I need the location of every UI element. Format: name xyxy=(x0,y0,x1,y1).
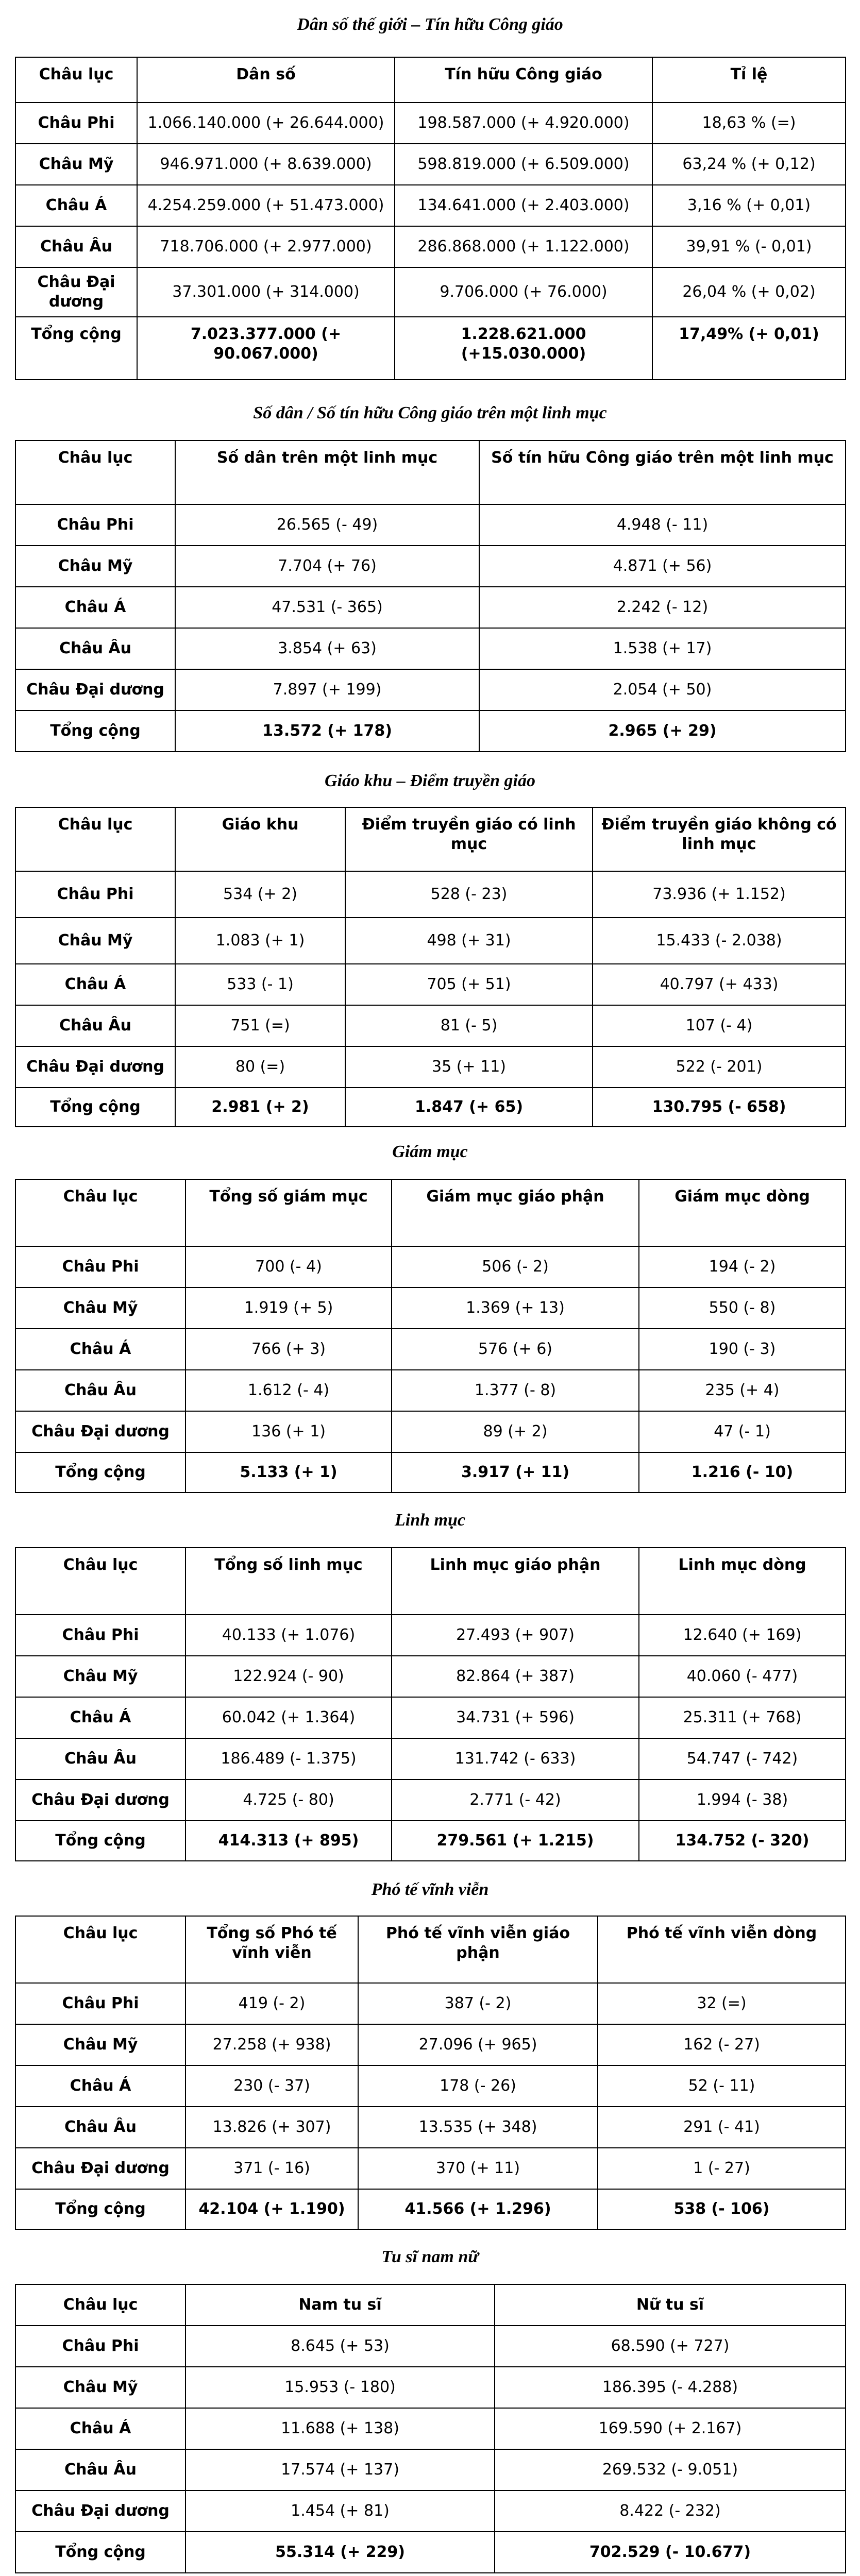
row-label: Châu Á xyxy=(15,587,175,628)
table-cell: 54.747 (- 742) xyxy=(639,1738,846,1780)
table-cell: 8.422 (- 232) xyxy=(495,2490,846,2532)
table-row xyxy=(15,504,846,546)
section-title: Linh mục xyxy=(395,1511,465,1530)
row-label: Tổng cộng xyxy=(15,2189,186,2229)
table-cell: 194 (- 2) xyxy=(639,1246,846,1287)
table-cell: 414.313 (+ 895) xyxy=(186,1821,392,1861)
total-row xyxy=(15,1088,846,1127)
row-label: Châu Đại dương xyxy=(15,1046,175,1088)
table-cell: 3.854 (+ 63) xyxy=(175,628,479,669)
row-label: Tổng cộng xyxy=(15,1821,186,1861)
table-cell: 186.489 (- 1.375) xyxy=(186,1738,392,1780)
table-row xyxy=(15,1370,846,1411)
table-cell: 286.868.000 (+ 1.122.000) xyxy=(395,226,652,267)
row-label: Tổng cộng xyxy=(15,710,175,752)
table-cell: 47 (- 1) xyxy=(639,1411,846,1452)
row-label: Châu Âu xyxy=(15,628,175,669)
table-row xyxy=(15,185,846,226)
table-cell: 107 (- 4) xyxy=(593,1005,846,1046)
table-cell: 1.216 (- 10) xyxy=(639,1452,846,1493)
row-label: Châu Đại dương xyxy=(15,669,175,710)
table-cell: 1.369 (+ 13) xyxy=(392,1287,639,1329)
total-row xyxy=(15,710,846,752)
table-cell: 32 (=) xyxy=(598,1983,846,2024)
table-cell: 1.919 (+ 5) xyxy=(186,1287,392,1329)
column-header: Tỉ lệ xyxy=(652,57,846,103)
table-cell: 1.454 (+ 81) xyxy=(186,2490,495,2532)
table-cell: 528 (- 23) xyxy=(345,871,593,918)
table-cell: 371 (- 16) xyxy=(186,2148,358,2189)
table-cell: 34.731 (+ 596) xyxy=(392,1697,639,1738)
table-cell: 198.587.000 (+ 4.920.000) xyxy=(395,103,652,144)
table-cell: 11.688 (+ 138) xyxy=(186,2408,495,2449)
row-label: Châu Á xyxy=(15,2408,186,2449)
table-cell: 7.897 (+ 199) xyxy=(175,669,479,710)
table-row xyxy=(15,2148,846,2189)
row-label: Châu Phi xyxy=(15,2326,186,2367)
bishops-table xyxy=(15,1179,846,1493)
section-title: Giáo khu – Điểm truyền giáo xyxy=(325,771,535,790)
row-label: Châu Á xyxy=(15,964,175,1005)
table-cell: 25.311 (+ 768) xyxy=(639,1697,846,1738)
table-cell: 4.871 (+ 56) xyxy=(479,546,846,587)
table-row xyxy=(15,669,846,710)
table-cell: 81 (- 5) xyxy=(345,1005,593,1046)
table-row xyxy=(15,2449,846,2490)
row-label: Châu Đại dương xyxy=(15,2490,186,2532)
column-header: Nữ tu sĩ xyxy=(495,2284,846,2326)
table-cell: 1 (- 27) xyxy=(598,2148,846,2189)
priests-table xyxy=(15,1547,846,1861)
table-cell: 37.301.000 (+ 314.000) xyxy=(137,267,395,317)
table-cell: 186.395 (- 4.288) xyxy=(495,2367,846,2408)
table-cell: 13.535 (+ 348) xyxy=(358,2107,598,2148)
table-cell: 18,63 % (=) xyxy=(652,103,846,144)
table-cell: 190 (- 3) xyxy=(639,1329,846,1370)
table-cell: 15.433 (- 2.038) xyxy=(593,918,846,964)
parishes-missions-table xyxy=(15,807,846,1127)
table-cell: 80 (=) xyxy=(175,1046,345,1088)
table-row xyxy=(15,587,846,628)
table-row xyxy=(15,546,846,587)
total-row xyxy=(15,317,846,380)
row-label: Châu Mỹ xyxy=(15,546,175,587)
row-label: Châu Âu xyxy=(15,226,137,267)
table-cell: 60.042 (+ 1.364) xyxy=(186,1697,392,1738)
table-cell: 130.795 (- 658) xyxy=(593,1088,846,1127)
table-cell: 705 (+ 51) xyxy=(345,964,593,1005)
column-header: Châu lục xyxy=(15,807,175,871)
row-label: Châu Á xyxy=(15,1697,186,1738)
row-label: Châu Phi xyxy=(15,1246,186,1287)
table-row xyxy=(15,2408,846,2449)
table-row xyxy=(15,1615,846,1656)
table-cell: 35 (+ 11) xyxy=(345,1046,593,1088)
table-cell: 419 (- 2) xyxy=(186,1983,358,2024)
table-cell: 40.060 (- 477) xyxy=(639,1656,846,1697)
table-row xyxy=(15,1656,846,1697)
table-cell: 7.704 (+ 76) xyxy=(175,546,479,587)
population-table xyxy=(15,57,846,380)
table-cell: 230 (- 37) xyxy=(186,2065,358,2107)
table-cell: 15.953 (- 180) xyxy=(186,2367,495,2408)
table-cell: 2.054 (+ 50) xyxy=(479,669,846,710)
row-label: Châu Đại dương xyxy=(15,1411,186,1452)
table-cell: 26,04 % (+ 0,02) xyxy=(652,267,846,317)
table-cell: 63,24 % (+ 0,12) xyxy=(652,144,846,185)
table-row xyxy=(15,871,846,918)
table-cell: 3.917 (+ 11) xyxy=(392,1452,639,1493)
row-label: Tổng cộng xyxy=(15,317,137,380)
table-row xyxy=(15,1287,846,1329)
table-cell: 134.641.000 (+ 2.403.000) xyxy=(395,185,652,226)
table-cell: 718.706.000 (+ 2.977.000) xyxy=(137,226,395,267)
row-label: Châu Phi xyxy=(15,1983,186,2024)
table-cell: 68.590 (+ 727) xyxy=(495,2326,846,2367)
table-cell: 1.847 (+ 65) xyxy=(345,1088,593,1127)
table-cell: 370 (+ 11) xyxy=(358,2148,598,2189)
row-label: Châu Đại dương xyxy=(15,2148,186,2189)
column-header: Tổng số giám mục xyxy=(186,1179,392,1246)
column-header: Châu lục xyxy=(15,1179,186,1246)
table-cell: 82.864 (+ 387) xyxy=(392,1656,639,1697)
table-cell: 1.066.140.000 (+ 26.644.000) xyxy=(137,103,395,144)
table-cell: 73.936 (+ 1.152) xyxy=(593,871,846,918)
section-title: Dân số thế giới – Tín hữu Công giáo xyxy=(297,15,563,34)
column-header: Giám mục giáo phận xyxy=(392,1179,639,1246)
table-cell: 89 (+ 2) xyxy=(392,1411,639,1452)
row-label: Châu Phi xyxy=(15,871,175,918)
section-title: Phó tế vĩnh viễn xyxy=(371,1880,489,1899)
row-label: Châu Mỹ xyxy=(15,1287,186,1329)
section-title: Số dân / Số tín hữu Công giáo trên một linh mục xyxy=(253,403,607,422)
column-header: Điểm truyền giáo có linh mục xyxy=(345,807,593,871)
table-cell: 7.023.377.000 (+ 90.067.000) xyxy=(137,317,395,380)
table-cell: 134.752 (- 320) xyxy=(639,1821,846,1861)
table-cell: 52 (- 11) xyxy=(598,2065,846,2107)
total-row xyxy=(15,1452,846,1493)
religious-table xyxy=(15,2284,846,2573)
table-row xyxy=(15,1738,846,1780)
table-row xyxy=(15,2107,846,2148)
row-label: Châu Mỹ xyxy=(15,918,175,964)
row-label: Châu Đại dương xyxy=(15,1780,186,1821)
table-cell: 27.096 (+ 965) xyxy=(358,2024,598,2065)
total-row xyxy=(15,1821,846,1861)
table-cell: 1.994 (- 38) xyxy=(639,1780,846,1821)
column-header: Linh mục giáo phận xyxy=(392,1548,639,1615)
row-label: Châu Mỹ xyxy=(15,2024,186,2065)
table-row xyxy=(15,267,846,317)
table-row xyxy=(15,226,846,267)
row-label: Châu Âu xyxy=(15,2449,186,2490)
table-cell: 766 (+ 3) xyxy=(186,1329,392,1370)
column-header: Phó tế vĩnh viễn dòng xyxy=(598,1916,846,1983)
table-cell: 279.561 (+ 1.215) xyxy=(392,1821,639,1861)
table-row xyxy=(15,1697,846,1738)
table-cell: 4.254.259.000 (+ 51.473.000) xyxy=(137,185,395,226)
table-cell: 17.574 (+ 137) xyxy=(186,2449,495,2490)
table-cell: 702.529 (- 10.677) xyxy=(495,2532,846,2573)
column-header: Tổng số Phó tế vĩnh viễn xyxy=(186,1916,358,1983)
total-row xyxy=(15,2532,846,2573)
table-cell: 3,16 % (+ 0,01) xyxy=(652,185,846,226)
total-row xyxy=(15,2189,846,2229)
column-header: Tín hữu Công giáo xyxy=(395,57,652,103)
table-row xyxy=(15,103,846,144)
permanent-deacons-table xyxy=(15,1916,846,2230)
table-cell: 40.133 (+ 1.076) xyxy=(186,1615,392,1656)
table-row xyxy=(15,1329,846,1370)
table-cell: 122.924 (- 90) xyxy=(186,1656,392,1697)
column-header: Giám mục dòng xyxy=(639,1179,846,1246)
table-cell: 136 (+ 1) xyxy=(186,1411,392,1452)
column-header: Nam tu sĩ xyxy=(186,2284,495,2326)
table-cell: 2.981 (+ 2) xyxy=(175,1088,345,1127)
table-cell: 498 (+ 31) xyxy=(345,918,593,964)
column-header: Phó tế vĩnh viễn giáo phận xyxy=(358,1916,598,1983)
row-label: Châu Á xyxy=(15,1329,186,1370)
table-cell: 162 (- 27) xyxy=(598,2024,846,2065)
row-label: Châu Mỹ xyxy=(15,2367,186,2408)
row-label: Châu Âu xyxy=(15,2107,186,2148)
table-cell: 26.565 (- 49) xyxy=(175,504,479,546)
table-cell: 12.640 (+ 169) xyxy=(639,1615,846,1656)
column-header: Số dân trên một linh mục xyxy=(175,440,479,504)
table-cell: 9.706.000 (+ 76.000) xyxy=(395,267,652,317)
row-label: Tổng cộng xyxy=(15,1452,186,1493)
row-label: Châu Âu xyxy=(15,1005,175,1046)
table-cell: 1.377 (- 8) xyxy=(392,1370,639,1411)
column-header: Điểm truyền giáo không có linh mục xyxy=(593,807,846,871)
table-cell: 576 (+ 6) xyxy=(392,1329,639,1370)
table-cell: 8.645 (+ 53) xyxy=(186,2326,495,2367)
column-header: Châu lục xyxy=(15,1916,186,1983)
table-cell: 13.572 (+ 178) xyxy=(175,710,479,752)
table-row xyxy=(15,2065,846,2107)
column-header: Số tín hữu Công giáo trên một linh mục xyxy=(479,440,846,504)
row-label: Châu Phi xyxy=(15,103,137,144)
table-cell: 27.493 (+ 907) xyxy=(392,1615,639,1656)
table-cell: 1.612 (- 4) xyxy=(186,1370,392,1411)
table-cell: 1.083 (+ 1) xyxy=(175,918,345,964)
column-header: Châu lục xyxy=(15,2284,186,2326)
table-row xyxy=(15,1411,846,1452)
table-cell: 700 (- 4) xyxy=(186,1246,392,1287)
table-cell: 13.826 (+ 307) xyxy=(186,2107,358,2148)
column-header: Châu lục xyxy=(15,440,175,504)
column-header: Châu lục xyxy=(15,57,137,103)
table-cell: 2.242 (- 12) xyxy=(479,587,846,628)
table-cell: 47.531 (- 365) xyxy=(175,587,479,628)
table-cell: 946.971.000 (+ 8.639.000) xyxy=(137,144,395,185)
table-row xyxy=(15,1246,846,1287)
table-cell: 2.771 (- 42) xyxy=(392,1780,639,1821)
table-cell: 55.314 (+ 229) xyxy=(186,2532,495,2573)
table-cell: 27.258 (+ 938) xyxy=(186,2024,358,2065)
table-cell: 169.590 (+ 2.167) xyxy=(495,2408,846,2449)
table-row xyxy=(15,1005,846,1046)
table-row xyxy=(15,2024,846,2065)
table-cell: 533 (- 1) xyxy=(175,964,345,1005)
section-title: Giám mục xyxy=(392,1142,468,1161)
row-label: Châu Phi xyxy=(15,504,175,546)
table-row xyxy=(15,964,846,1005)
table-cell: 506 (- 2) xyxy=(392,1246,639,1287)
row-label: Châu Á xyxy=(15,2065,186,2107)
table-cell: 4.725 (- 80) xyxy=(186,1780,392,1821)
table-cell: 42.104 (+ 1.190) xyxy=(186,2189,358,2229)
row-label: Châu Đại dương xyxy=(15,267,137,317)
row-label: Tổng cộng xyxy=(15,1088,175,1127)
row-label: Châu Âu xyxy=(15,1738,186,1780)
section-title: Tu sĩ nam nữ xyxy=(381,2247,479,2266)
table-row xyxy=(15,918,846,964)
table-cell: 751 (=) xyxy=(175,1005,345,1046)
row-label: Châu Mỹ xyxy=(15,144,137,185)
table-row xyxy=(15,144,846,185)
table-cell: 538 (- 106) xyxy=(598,2189,846,2229)
table-cell: 235 (+ 4) xyxy=(639,1370,846,1411)
column-header: Châu lục xyxy=(15,1548,186,1615)
table-cell: 387 (- 2) xyxy=(358,1983,598,2024)
table-row xyxy=(15,1780,846,1821)
row-label: Tổng cộng xyxy=(15,2532,186,2573)
row-label: Châu Âu xyxy=(15,1370,186,1411)
column-header: Linh mục dòng xyxy=(639,1548,846,1615)
table-row xyxy=(15,1983,846,2024)
table-cell: 269.532 (- 9.051) xyxy=(495,2449,846,2490)
table-row xyxy=(15,2490,846,2532)
table-cell: 291 (- 41) xyxy=(598,2107,846,2148)
population-per-priest-table xyxy=(15,440,846,752)
table-cell: 1.228.621.000 (+15.030.000) xyxy=(395,317,652,380)
column-header: Dân số xyxy=(137,57,395,103)
table-row xyxy=(15,2367,846,2408)
row-label: Châu Phi xyxy=(15,1615,186,1656)
table-cell: 2.965 (+ 29) xyxy=(479,710,846,752)
column-header: Tổng số linh mục xyxy=(186,1548,392,1615)
table-cell: 5.133 (+ 1) xyxy=(186,1452,392,1493)
table-cell: 4.948 (- 11) xyxy=(479,504,846,546)
table-cell: 41.566 (+ 1.296) xyxy=(358,2189,598,2229)
column-header: Giáo khu xyxy=(175,807,345,871)
table-cell: 40.797 (+ 433) xyxy=(593,964,846,1005)
table-cell: 598.819.000 (+ 6.509.000) xyxy=(395,144,652,185)
table-cell: 39,91 % (- 0,01) xyxy=(652,226,846,267)
row-label: Châu Mỹ xyxy=(15,1656,186,1697)
table-cell: 17,49% (+ 0,01) xyxy=(652,317,846,380)
table-cell: 131.742 (- 633) xyxy=(392,1738,639,1780)
table-cell: 522 (- 201) xyxy=(593,1046,846,1088)
table-row xyxy=(15,628,846,669)
row-label: Châu Á xyxy=(15,185,137,226)
table-cell: 178 (- 26) xyxy=(358,2065,598,2107)
table-cell: 550 (- 8) xyxy=(639,1287,846,1329)
table-cell: 534 (+ 2) xyxy=(175,871,345,918)
table-row xyxy=(15,1046,846,1088)
table-row xyxy=(15,2326,846,2367)
table-cell: 1.538 (+ 17) xyxy=(479,628,846,669)
